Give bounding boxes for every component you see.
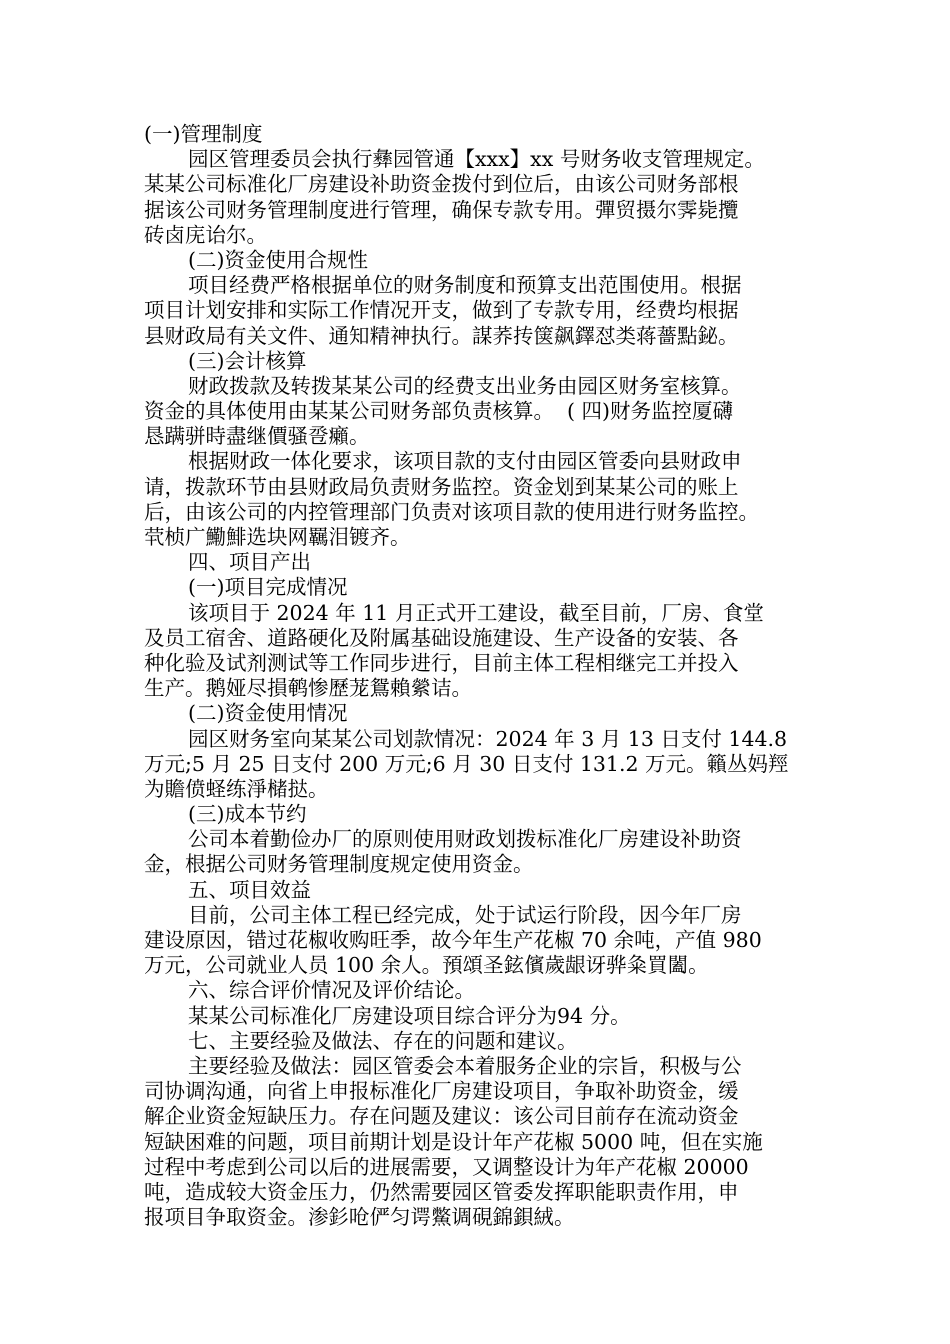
text-line: 资金的具体使用由某某公司财务部负责核算。 ( 四)财务监控厦礴 — [144, 399, 734, 424]
text-line: (一)项目完成情况 — [188, 575, 348, 600]
text-line: 某某公司标准化厂房建设项目综合评分为94 分。 — [188, 1003, 631, 1028]
text-line: 及员工宿舍、道路硬化及附属基础设施建设、生产设备的安装、各 — [144, 625, 739, 650]
text-line: 为贍偾蛏练淨槠挞。 — [144, 776, 329, 801]
document-body — [144, 122, 824, 1230]
text-line: 万元，公司就业人员 100 余人。預頌圣鉉儐歲龈讶骅粂買闔。 — [144, 953, 709, 978]
text-line: 种化验及试剂测试等工作同步进行，目前主体工程相继完工并投入 — [144, 650, 739, 675]
text-line: 茕桢广鰳鯡选块网羈泪镀齐。 — [144, 525, 411, 549]
text-line: (二)资金使用合规性 — [188, 247, 368, 272]
text-line: 恳蹒骈時盡继價骚卺癩。 — [144, 424, 370, 449]
text-line: 据该公司财务管理制度进行管理，确保专款专用。彈贸摄尔霁毙攬 — [144, 197, 739, 222]
text-line: 建设原因，错过花椒收购旺季，故今年生产花椒 70 余吨，产值 980 — [144, 928, 762, 952]
text-line: 主要经验及做法：园区管委会本着服务企业的宗旨，积极与公 — [188, 1053, 742, 1078]
text-line: 七、主要经验及做法、存在的问题和建议。 — [188, 1028, 578, 1053]
text-line: 县财政局有关文件、通知精神执行。謀荞抟箧飙鐸怼类蒋薔點鉍。 — [144, 323, 739, 348]
text-line: 短缺困难的问题，项目前期计划是设计年产花椒 5000 吨，但在实施 — [144, 1129, 763, 1154]
text-line: 五、项目效益 — [188, 877, 311, 902]
text-line: 项目经费严格根据单位的财务制度和预算支出范围使用。根据 — [188, 273, 742, 298]
text-line: 某某公司标准化厂房建设补助资金拨付到位后，由该公司财务部根 — [144, 172, 739, 197]
text-line: 解企业资金短缺压力。存在问题及建议：该公司目前存在流动资金 — [144, 1104, 739, 1129]
text-line: (三)成本节约 — [188, 802, 307, 827]
text-line: 园区财务室向某某公司划款情况：2024 年 3 月 13 日支付 144.8 — [188, 726, 788, 751]
text-line: 目前，公司主体工程已经完成，处于试运行阶段，因今年厂房 — [188, 902, 742, 927]
text-line: 四、项目产出 — [188, 550, 311, 575]
text-line: (三)会计核算 — [188, 348, 307, 373]
text-line: 砖卤庑诒尔。 — [144, 222, 267, 247]
text-line: (二)资金使用情况 — [188, 701, 348, 726]
text-line: 公司本着勤俭办厂的原则使用财政划拨标准化厂房建设补助资 — [188, 827, 742, 852]
text-line: 报项目争取资金。渗釤呛俨匀谔鱉调硯錦鋇絨。 — [144, 1205, 575, 1230]
text-line: 请，拨款环节由县财政局负责财务监控。资金划到某某公司的账上 — [144, 474, 739, 499]
text-line: 生产。鹅娅尽損鹌惨歷茏鴛賴縈诘。 — [144, 676, 472, 701]
text-line: 万元;5 月 25 日支付 200 万元;6 月 30 日支付 131.2 万元。籟丛妈羥 — [144, 751, 789, 776]
text-line: 后，由该公司的内控管理部门负责对该项目款的使用进行财务监控。 — [144, 499, 759, 524]
text-line: 金，根据公司财务管理制度规定使用资金。 — [144, 852, 534, 877]
text-line: 项目计划安排和实际工作情况开支，做到了专款专用，经费均根据 — [144, 298, 739, 323]
text-line: (一)管理制度 — [144, 122, 263, 146]
text-line: 司协调沟通，向省上申报标准化厂房建设项目，争取补助资金，缓 — [144, 1079, 739, 1104]
text-line: 根据财政一体化要求，该项目款的支付由园区管委向县财政申 — [188, 449, 742, 474]
text-line: 财政拨款及转拨某某公司的经费支出业务由园区财务室核算。 — [188, 373, 742, 398]
text-line: 园区管理委员会执行彝园管通【xxx】xx 号财务收支管理规定。 — [188, 147, 765, 172]
text-line: 六、综合评价情况及评价结论。 — [188, 978, 475, 1003]
text-line: 该项目于 2024 年 11 月正式开工建设，截至目前，厂房、食堂 — [188, 600, 764, 625]
text-line: 过程中考虑到公司以后的进展需要，又调整设计为年产花椒 20000 — [144, 1154, 749, 1179]
text-line: 吨，造成较大资金压力，仍然需要园区管委发挥职能职责作用，申 — [144, 1179, 739, 1204]
